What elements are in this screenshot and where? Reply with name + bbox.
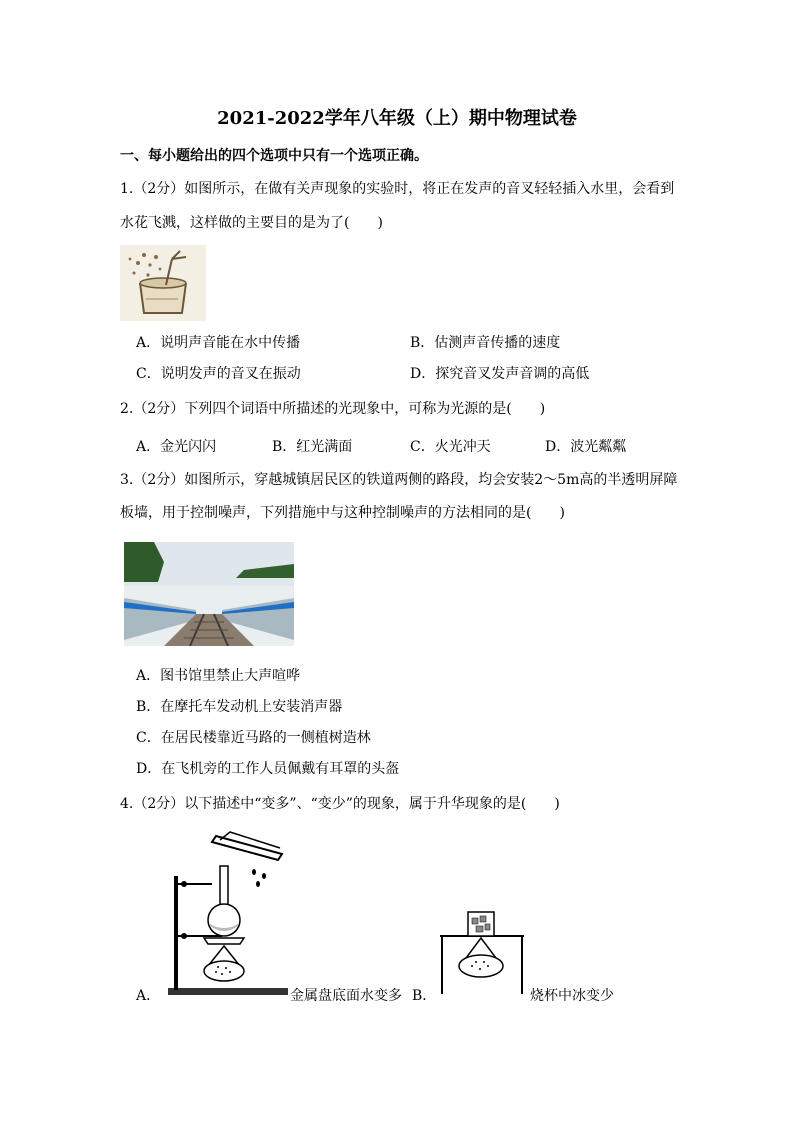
page-title: 2021-2022学年八年级（上）期中物理试卷: [217, 108, 577, 129]
q3-option-b: B．在摩托车发动机上安装消声器: [136, 699, 343, 715]
flask-heating-apparatus-figure: [160, 826, 288, 996]
question-1-line-2: 水花飞溅，这样做的主要目的是为了( ): [120, 215, 383, 231]
section-heading: 一、每小题给出的四个选项中只有一个选项正确。: [120, 148, 428, 164]
q4-option-b-letter: B．: [412, 988, 437, 1004]
q1-option-c: C．说明发声的音叉在振动: [136, 366, 301, 382]
question-2-line-1: 2.（2分）下列四个词语中所描述的光现象中，可称为光源的是( ): [120, 401, 546, 417]
q2-option-b: B．红光满面: [272, 439, 353, 455]
q4-option-a-text: 金属盘底面水变多: [290, 988, 402, 1004]
q1-option-b: B．估测声音传播的速度: [410, 335, 561, 351]
q3-option-c: C．在居民楼靠近马路的一侧植树造林: [136, 730, 371, 746]
question-3-line-2: 板墙，用于控制噪声，下列措施中与这种控制噪声的方法相同的是( ): [120, 505, 565, 521]
question-3-line-1: 3.（2分）如图所示，穿越城镇居民区的铁道两侧的路段，均会安装2～5m高的半透明屏障: [120, 472, 678, 488]
q2-option-c: C．火光冲天: [410, 439, 491, 455]
q4-option-b-text: 烧杯中冰变少: [530, 988, 614, 1004]
q4-option-a-letter: A．: [136, 988, 161, 1004]
q1-option-a: A．说明声音能在水中传播: [136, 335, 301, 351]
question-4-line-1: 4.（2分）以下描述中“变多”、“变少”的现象，属于升华现象的是( ): [120, 796, 560, 812]
tuning-fork-in-water-figure: [120, 245, 206, 321]
q2-option-d: D．波光粼粼: [545, 439, 627, 455]
beaker-ice-heating-figure: [436, 906, 528, 998]
q3-option-a: A．图书馆里禁止大声喧哗: [136, 668, 301, 684]
q2-option-a: A．金光闪闪: [136, 439, 217, 455]
q3-option-d: D．在飞机旁的工作人员佩戴有耳罩的头盔: [136, 761, 400, 777]
railway-noise-barrier-photo: [124, 542, 294, 646]
q1-option-d: D．探究音叉发声音调的高低: [410, 366, 590, 382]
question-1-line-1: 1.（2分）如图所示，在做有关声现象的实验时，将正在发声的音叉轻轻插入水里，会看到: [120, 181, 675, 197]
